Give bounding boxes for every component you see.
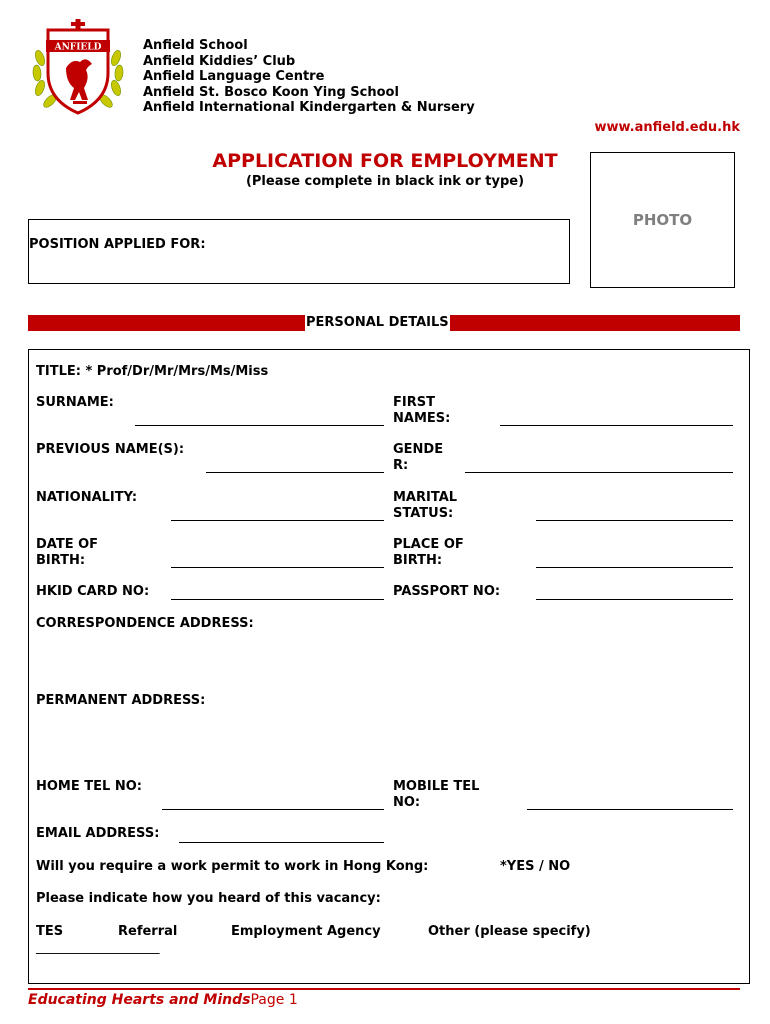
option-label: Other (please specify): [428, 924, 591, 939]
passport-label: PASSPORT NO:: [393, 584, 501, 599]
position-applied-label: POSITION APPLIED FOR:: [29, 237, 206, 252]
correspondence-address-field[interactable]: [36, 636, 736, 686]
mobile-tel-field[interactable]: [527, 809, 733, 810]
vacancy-source-question: Please indicate how you heard of this vacancy:: [36, 891, 381, 906]
date-of-birth-field[interactable]: [171, 567, 384, 568]
marital-status-field[interactable]: [536, 520, 733, 521]
nationality-field[interactable]: [171, 520, 384, 521]
option-other[interactable]: [428, 924, 591, 940]
date-of-birth-label: [36, 537, 98, 569]
school-list: [143, 38, 475, 116]
gender-label-line1: GENDE: [393, 442, 444, 457]
previous-names-label: PREVIOUS NAME(S):: [36, 442, 185, 457]
date-of-birth-label-line2: BIRTH:: [36, 553, 86, 568]
email-label: EMAIL ADDRESS:: [36, 826, 160, 841]
hkid-label: HKID CARD NO:: [36, 584, 150, 599]
school-name: Anfield St. Bosco Koon Ying School: [143, 84, 399, 100]
school-crest-logo: [28, 18, 128, 118]
hkid-field[interactable]: [171, 599, 384, 600]
school-name: Anfield School: [143, 38, 248, 53]
passport-field[interactable]: [536, 599, 733, 600]
option-referral[interactable]: [118, 924, 177, 940]
gender-label-line2: R:: [393, 458, 409, 473]
home-tel-label: HOME TEL NO:: [36, 779, 142, 794]
surname-field[interactable]: [135, 425, 384, 426]
date-of-birth-label-line1: DATE OF: [36, 537, 99, 552]
email-field[interactable]: [179, 842, 384, 843]
permanent-address-field[interactable]: [36, 713, 736, 768]
website-link[interactable]: www.anfield.edu.hk: [594, 120, 740, 135]
marital-status-label-line1: MARITAL: [393, 490, 458, 505]
mobile-tel-label-line1: MOBILE TEL: [393, 779, 480, 794]
form-instruction: (Please complete in black ink or type): [245, 174, 525, 189]
permanent-address-label: PERMANENT ADDRESS:: [36, 693, 206, 708]
school-name: Anfield International Kindergarten & Nursery: [143, 100, 475, 116]
correspondence-address-label: CORRESPONDENCE ADDRESS:: [36, 616, 254, 631]
work-permit-answer[interactable]: *YES / NO: [500, 859, 571, 874]
position-applied-box[interactable]: [28, 219, 570, 284]
first-names-label-line2: NAMES:: [393, 411, 451, 426]
gender-field[interactable]: [465, 472, 733, 473]
svg-text:ANFIELD: ANFIELD: [54, 42, 102, 53]
title-label: TITLE: * Prof/Dr/Mr/Mrs/Ms/Miss: [36, 364, 269, 379]
photo-box: [590, 152, 735, 288]
option-label: Referral: [118, 924, 178, 939]
footer: [28, 992, 298, 1008]
school-name: Anfield Kiddies’ Club: [143, 53, 296, 69]
option-employment-agency[interactable]: [231, 924, 381, 940]
form-title-text: APPLICATION FOR EMPLOYMENT: [212, 150, 558, 172]
home-tel-field[interactable]: [162, 809, 384, 810]
first-names-label: [393, 395, 450, 427]
section-header-bar: [28, 315, 740, 331]
place-of-birth-label: [393, 537, 464, 569]
first-names-field[interactable]: [500, 425, 733, 426]
marital-status-label: [393, 490, 457, 522]
place-of-birth-label-line2: BIRTH:: [393, 553, 443, 568]
marital-status-label-line2: STATUS:: [393, 506, 454, 521]
mobile-tel-label-line2: NO:: [393, 795, 421, 810]
nationality-label: NATIONALITY:: [36, 490, 138, 505]
footer-tagline: Educating Hearts and Minds: [28, 992, 251, 1008]
gender-label: [393, 442, 443, 474]
place-of-birth-field[interactable]: [536, 567, 733, 568]
photo-label: PHOTO: [632, 211, 693, 229]
option-label: Employment Agency: [231, 924, 381, 939]
previous-names-field[interactable]: [206, 472, 384, 473]
mobile-tel-label: [393, 779, 479, 811]
footer-divider: [28, 988, 740, 990]
surname-label: SURNAME:: [36, 395, 114, 410]
first-names-label-line1: FIRST: [393, 395, 435, 410]
option-label: TES: [36, 924, 64, 939]
other-specify-line[interactable]: ___________________: [36, 940, 160, 955]
section-title: PERSONAL DETAILS: [306, 315, 449, 330]
place-of-birth-label-line1: PLACE OF: [393, 537, 464, 552]
footer-page-number: Page 1: [250, 992, 298, 1008]
work-permit-question: Will you require a work permit to work in Hong Kong:: [36, 859, 429, 874]
option-tes[interactable]: [36, 924, 63, 940]
school-name: Anfield Language Centre: [143, 69, 325, 85]
